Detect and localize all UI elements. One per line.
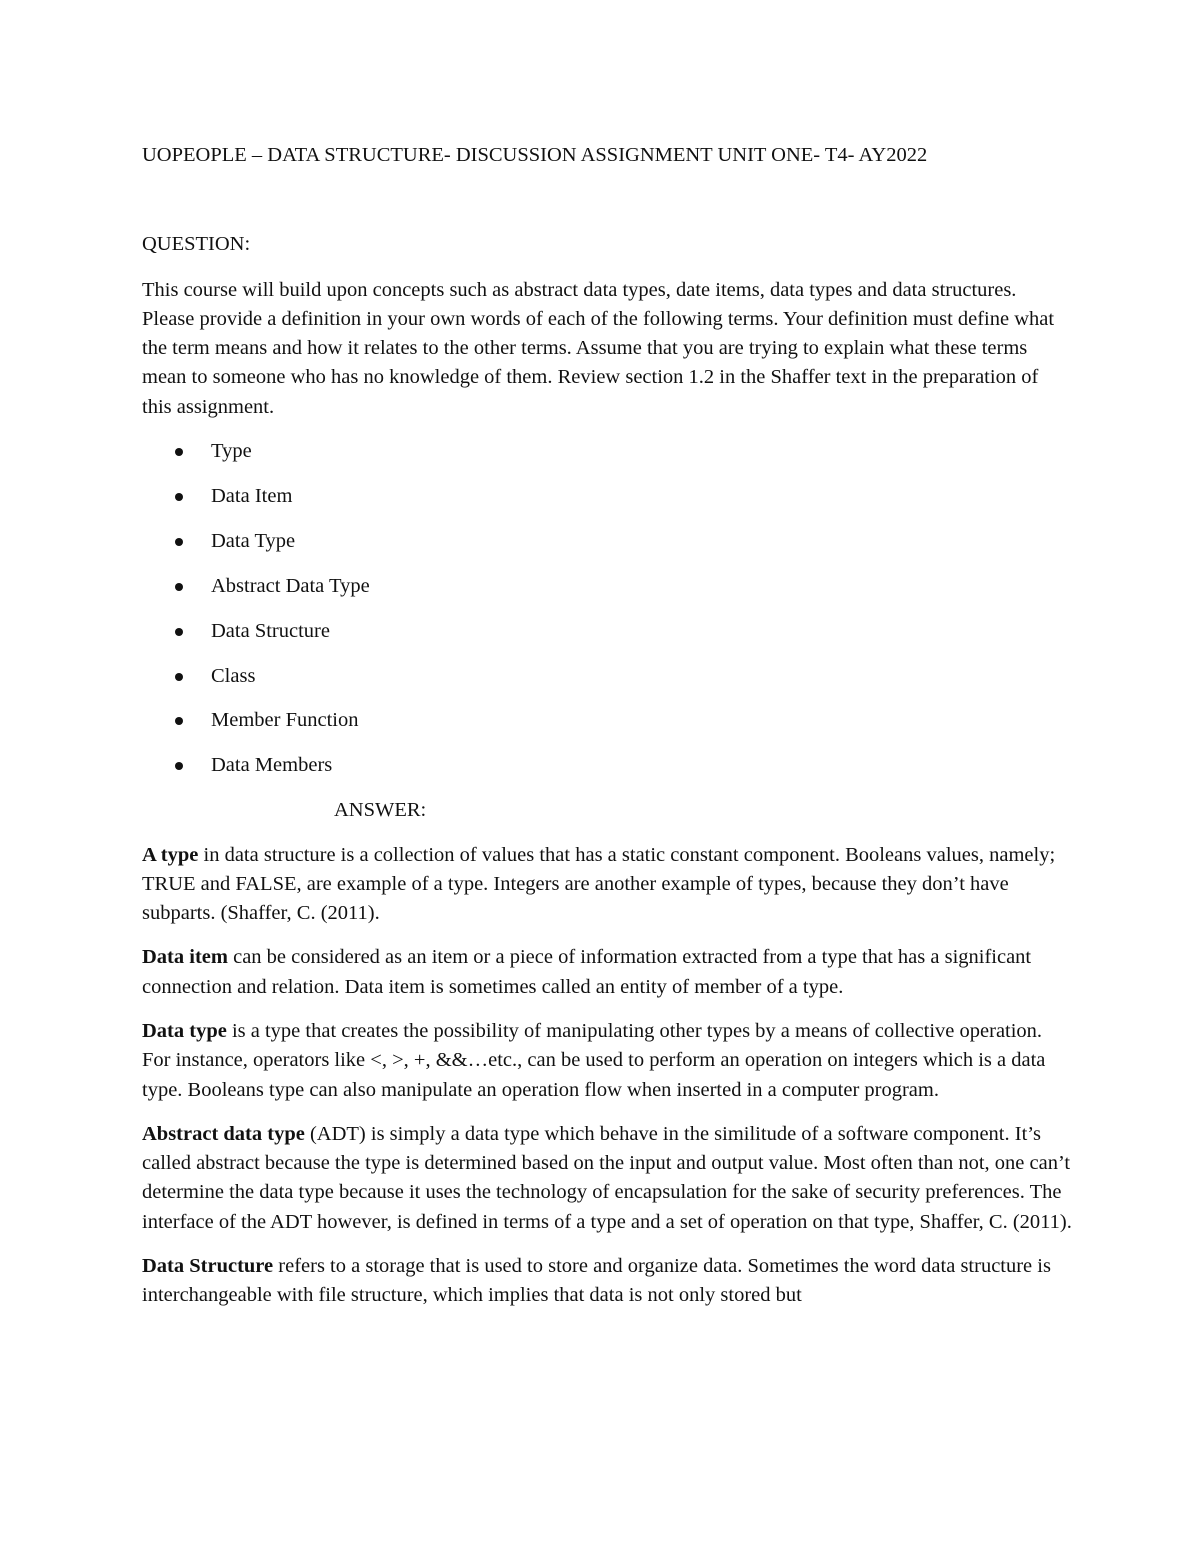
document-body <box>142 141 1072 1326</box>
list-item <box>142 706 1072 735</box>
answer-data-item <box>142 943 1072 1002</box>
list-item <box>142 527 1072 556</box>
list-item <box>142 572 1072 601</box>
answer-term: Abstract data type <box>142 1122 305 1145</box>
list-item <box>142 662 1072 691</box>
bullet-icon <box>175 717 183 725</box>
question-label: QUESTION: <box>142 233 251 256</box>
bullet-icon <box>175 493 183 501</box>
bullet-icon <box>175 583 183 591</box>
answer-data-structure <box>142 1252 1072 1311</box>
bullet-icon <box>175 448 183 456</box>
term-label: Data Members <box>211 754 333 777</box>
answer-type <box>142 841 1072 929</box>
answer-term: Data Structure <box>142 1255 274 1278</box>
bullet-icon <box>175 628 183 636</box>
answer-term: A type <box>142 843 199 866</box>
answer-text: can be considered as an item or a piece of information extracted from a type that has a significant connection and relation. Data item is sometimes called an entity of member of a type. <box>142 946 1032 998</box>
bullet-icon <box>175 762 183 770</box>
bullet-icon <box>175 538 183 546</box>
answer-text: in data structure is a collection of values that has a static constant component. Booleans values, namely; TRUE and FALSE, are example of a type. Integers are another example of types, because they don’t have subparts. (Shaffer, C. (2011). <box>142 843 1056 925</box>
list-item <box>142 617 1072 646</box>
term-label: Abstract Data Type <box>211 574 370 597</box>
list-item <box>142 751 1072 780</box>
list-item <box>142 437 1072 466</box>
term-label: Member Function <box>211 709 359 732</box>
answer-term: Data item <box>142 946 228 969</box>
answer-text: (ADT) is simply a data type which behave in the similitude of a software component. It’s called abstract because the type is determined based on the input and output value. Most often than not, one can’t determine the data type because it uses the technology of encapsulation for the sake of security preferences. The interface of the ADT however, is defined in terms of a type and a set of operation on that type, Shaffer, C. (2011). <box>142 1122 1072 1233</box>
question-text: This course will build upon concepts such as abstract data types, date items, data types and data structures. Please provide a definition in your own words of each of the following terms. Your definition must define what the term means and how it relates to the other terms. Assume that you are trying to explain what these terms mean to someone who has no knowledge of them. Review section 1.2 in the Shaffer text in the preparation of this assignment. <box>142 278 1055 418</box>
list-item <box>142 482 1072 511</box>
bullet-icon <box>175 673 183 681</box>
document-title: UOPEOPLE – DATA STRUCTURE- DISCUSSION ASSIGNMENT UNIT ONE- T4- AY2022 <box>142 144 928 166</box>
terms-list <box>142 437 1072 781</box>
term-label: Data Structure <box>211 619 330 642</box>
answer-data-type <box>142 1017 1072 1105</box>
term-label: Data Item <box>211 484 293 507</box>
answer-text: refers to a storage that is used to store and organize data. Sometimes the word data structure is interchangeable with file structure, which implies that data is not only stored but <box>142 1255 1051 1307</box>
answer-label: ANSWER: <box>334 799 427 822</box>
term-label: Class <box>211 664 256 687</box>
term-label: Type <box>211 440 252 463</box>
answer-text: is a type that creates the possibility of manipulating other types by a means of collective operation. For instance, operators like <, >, +, &&…etc., can be used to perform an operation on integers which is a data type. Booleans type can also manipulate an operation flow when inserted in a computer program. <box>142 1019 1046 1101</box>
answer-term: Data type <box>142 1019 227 1042</box>
term-label: Data Type <box>211 529 296 552</box>
answer-abstract-data-type <box>142 1120 1072 1237</box>
